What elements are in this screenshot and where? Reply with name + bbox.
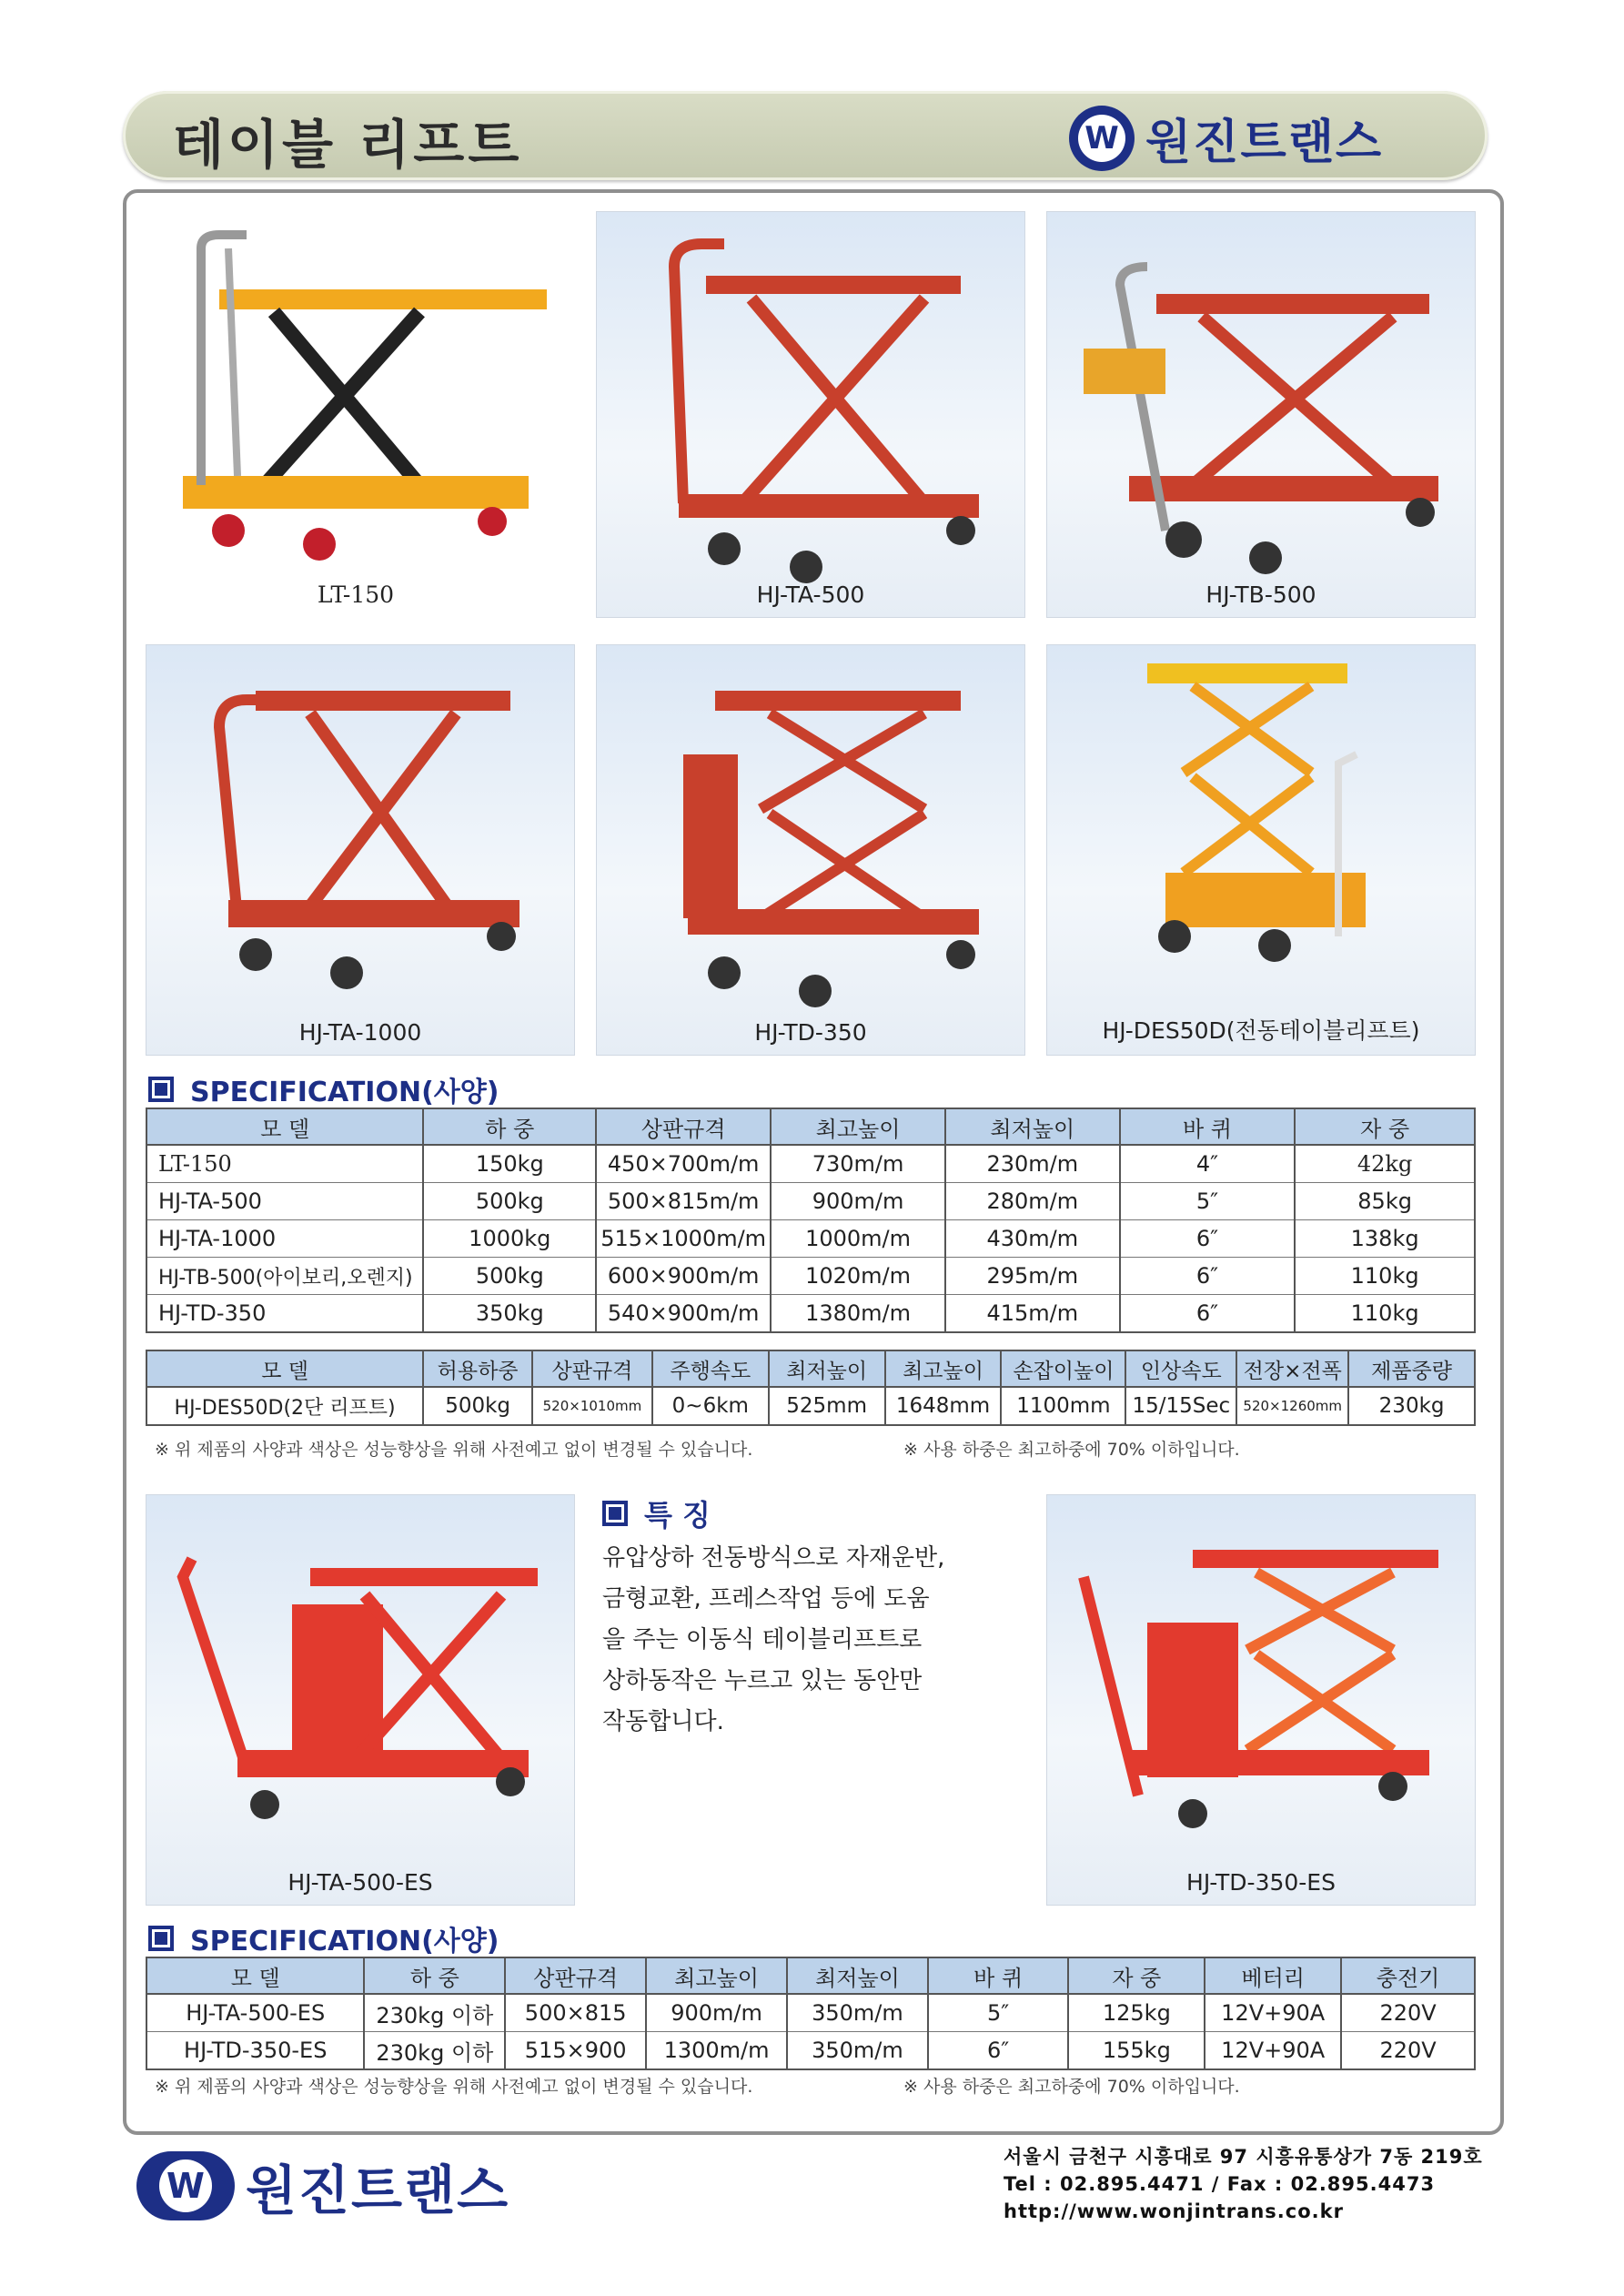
cell: 525mm: [769, 1387, 885, 1425]
features-text: 유압상하 전동방식으로 자재운반, 금형교환, 프레스작업 등에 도움 을 주는 이동식 테이블리프트로 상하동작은 누르고 있는 동안만 작동합니다.: [602, 1544, 945, 1735]
square-bullet-icon: [148, 1926, 174, 1951]
cell: 500×815m/m: [596, 1183, 771, 1220]
column-header: 상판규격: [596, 1108, 771, 1145]
cell: 730m/m: [771, 1145, 945, 1183]
column-header: 상판규격: [532, 1350, 652, 1387]
spec-heading-text: SPECIFICATION(사양): [190, 1077, 499, 1108]
cell: 500kg: [423, 1258, 596, 1295]
column-header: 모 델: [146, 1350, 423, 1387]
cell: 220V: [1341, 1994, 1475, 2032]
column-header: 베터리: [1205, 1957, 1341, 1994]
cell: 350m/m: [787, 1994, 928, 2032]
note-text: ※ 사용 하중은 최고하중에 70% 이하입니다.: [903, 1440, 1240, 1460]
features-heading-text: 특 징: [644, 1498, 711, 1532]
cell: 110kg: [1295, 1258, 1475, 1295]
cell: 900m/m: [646, 1994, 787, 2032]
note-text: ※ 위 제품의 사양과 색상은 성능향상을 위해 사전예고 없이 변경될 수 있습니다.: [155, 1440, 753, 1460]
column-header: 전장×전폭: [1236, 1350, 1348, 1387]
column-header: 바 퀴: [1120, 1108, 1296, 1145]
lift-illustration: [1047, 645, 1475, 1055]
cell: 150kg: [423, 1145, 596, 1183]
column-header: 최고높이: [771, 1108, 945, 1145]
cell: 515×1000m/m: [596, 1220, 771, 1258]
page-title: 테이블 리프트: [173, 114, 523, 176]
footer-brand: [136, 2148, 509, 2224]
address-text: 서울시 금천구 시흥대로 97 시흥유통상가 7동 219호: [1004, 2146, 1483, 2168]
column-header: 최저높이: [945, 1108, 1120, 1145]
lift-illustration: [146, 212, 565, 617]
cell-model: HJ-TA-500: [146, 1183, 423, 1220]
product-photo-hj-td-350: [596, 644, 1025, 1056]
cell: 6″: [1120, 1295, 1296, 1333]
square-bullet-icon: [602, 1501, 628, 1526]
cell: 500kg: [423, 1183, 596, 1220]
brand-logo-letter: W: [1078, 115, 1125, 162]
table-row: [146, 1183, 1475, 1220]
brand-logo-icon: [1069, 106, 1135, 171]
cell: 900m/m: [771, 1183, 945, 1220]
product-caption: HJ-TD-350: [754, 1019, 867, 1046]
features-heading: [602, 1492, 711, 1534]
header-brand: [1069, 104, 1383, 172]
column-header: 제품중량: [1348, 1350, 1475, 1387]
column-header: 최고높이: [646, 1957, 787, 1994]
cell: 415m/m: [945, 1295, 1120, 1333]
cell: 500kg: [423, 1387, 532, 1425]
product-caption: HJ-TA-500-ES: [287, 1869, 433, 1896]
column-header: 손잡이높이: [1001, 1350, 1125, 1387]
cell: 515×900: [505, 2032, 646, 2070]
cell: 1648mm: [885, 1387, 1002, 1425]
product-caption: HJ-TA-500: [756, 582, 865, 608]
cell: 15/15Sec: [1125, 1387, 1236, 1425]
header-bar: [123, 91, 1488, 180]
column-header: 자 중: [1295, 1108, 1475, 1145]
cell-model: LT-150: [146, 1145, 423, 1183]
column-header: 바 퀴: [928, 1957, 1069, 1994]
lift-illustration: [1047, 1495, 1475, 1905]
cell: 4″: [1120, 1145, 1296, 1183]
cell: 280m/m: [945, 1183, 1120, 1220]
cell: 12V+90A: [1205, 1994, 1341, 2032]
brand-name: 원진트랜스: [1145, 116, 1384, 170]
product-caption: HJ-TD-350-ES: [1186, 1869, 1336, 1896]
column-header: 최저높이: [787, 1957, 928, 1994]
cell: 230kg: [1348, 1387, 1475, 1425]
brand-name: 원진트랜스: [246, 2159, 510, 2221]
table-row: [146, 1145, 1475, 1183]
cell-model: HJ-TD-350-ES: [146, 2032, 364, 2070]
lift-illustration: [146, 645, 574, 1055]
spec-table-2: [146, 1350, 1476, 1426]
cell: 500×815: [505, 1994, 646, 2032]
cell: 155kg: [1068, 2032, 1205, 2070]
cell: 520×1010mm: [532, 1387, 652, 1425]
spec-table-3: [146, 1957, 1476, 2070]
cell: 1100mm: [1001, 1387, 1125, 1425]
product-caption: HJ-TA-1000: [298, 1019, 422, 1046]
cell: 600×900m/m: [596, 1258, 771, 1295]
product-photo-hj-des50d: [1046, 644, 1476, 1056]
product-caption: LT-150: [317, 582, 395, 608]
column-header: 하 중: [364, 1957, 505, 1994]
product-caption: HJ-DES50D(전동테이블리프트): [1102, 1017, 1420, 1044]
table-row: [146, 1387, 1475, 1425]
table-row: [146, 1994, 1475, 2032]
cell: 230m/m: [945, 1145, 1120, 1183]
lift-illustration: [597, 645, 1024, 1055]
spec-heading-text: SPECIFICATION(사양): [190, 1926, 499, 1957]
spec-table-1: [146, 1108, 1476, 1333]
column-header: 상판규격: [505, 1957, 646, 1994]
table-row: [146, 1220, 1475, 1258]
cell: 1000kg: [423, 1220, 596, 1258]
brand-logo-letter: W: [159, 2159, 212, 2212]
spec-heading-3: [148, 1918, 499, 1958]
product-photo-hj-ta-1000: [146, 644, 575, 1056]
cell: 1020m/m: [771, 1258, 945, 1295]
column-header: 주행속도: [652, 1350, 769, 1387]
cell: 230kg 이하: [364, 1994, 505, 2032]
column-header: 충전기: [1341, 1957, 1475, 1994]
note-text: ※ 위 제품의 사양과 색상은 성능향상을 위해 사전예고 없이 변경될 수 있습니다.: [155, 2077, 753, 2097]
cell-model: HJ-TA-1000: [146, 1220, 423, 1258]
cell: 6″: [1120, 1258, 1296, 1295]
product-photo-hj-td-350-es: [1046, 1494, 1476, 1906]
product-photo-hj-ta-500: [596, 211, 1025, 618]
cell: 110kg: [1295, 1295, 1475, 1333]
table-row: [146, 1295, 1475, 1333]
lift-illustration: [146, 1495, 574, 1905]
cell: 12V+90A: [1205, 2032, 1341, 2070]
cell-model: HJ-TB-500(아이보리,오렌지): [146, 1258, 423, 1295]
column-header: 자 중: [1068, 1957, 1205, 1994]
cell: 0∼6km: [652, 1387, 769, 1425]
cell: 295m/m: [945, 1258, 1120, 1295]
brand-logo-icon: [136, 2151, 235, 2220]
cell: 1380m/m: [771, 1295, 945, 1333]
cell: 5″: [928, 1994, 1069, 2032]
cell-model: HJ-DES50D(2단 리프트): [146, 1387, 423, 1425]
cell: 230kg 이하: [364, 2032, 505, 2070]
cell: 5″: [1120, 1183, 1296, 1220]
cell: 430m/m: [945, 1220, 1120, 1258]
lift-illustration: [1047, 212, 1475, 617]
column-header: 모 델: [146, 1108, 423, 1145]
website-link[interactable]: http://www.wonjintrans.co.kr: [1004, 2200, 1344, 2222]
spec-heading-1: [148, 1069, 499, 1109]
cell: 138kg: [1295, 1220, 1475, 1258]
cell: 85kg: [1295, 1183, 1475, 1220]
column-header: 허용하중: [423, 1350, 532, 1387]
phone-fax-text: Tel : 02.895.4471 / Fax : 02.895.4473: [1004, 2173, 1436, 2195]
product-photo-hj-tb-500: [1046, 211, 1476, 618]
footer-contact: [1004, 2143, 1483, 2225]
column-header: 하 중: [423, 1108, 596, 1145]
note-text: ※ 사용 하중은 최고하중에 70% 이하입니다.: [903, 2077, 1240, 2097]
cell: 1000m/m: [771, 1220, 945, 1258]
cell: 220V: [1341, 2032, 1475, 2070]
cell: 520×1260mm: [1236, 1387, 1348, 1425]
cell: 125kg: [1068, 1994, 1205, 2032]
cell: 450×700m/m: [596, 1145, 771, 1183]
column-header: 최저높이: [769, 1350, 885, 1387]
square-bullet-icon: [148, 1077, 174, 1102]
column-header: 최고높이: [885, 1350, 1002, 1387]
table-row: [146, 1258, 1475, 1295]
cell-model: HJ-TA-500-ES: [146, 1994, 364, 2032]
product-caption: HJ-TB-500: [1205, 582, 1316, 608]
product-photo-lt150: [146, 211, 566, 618]
cell: 350m/m: [787, 2032, 928, 2070]
column-header: 인상속도: [1125, 1350, 1236, 1387]
cell: 42kg: [1295, 1145, 1475, 1183]
cell: 540×900m/m: [596, 1295, 771, 1333]
cell-model: HJ-TD-350: [146, 1295, 423, 1333]
cell: 6″: [928, 2032, 1069, 2070]
product-photo-hj-ta-500-es: [146, 1494, 575, 1906]
cell: 350kg: [423, 1295, 596, 1333]
column-header: 모 델: [146, 1957, 364, 1994]
lift-illustration: [597, 212, 1024, 617]
cell: 1300m/m: [646, 2032, 787, 2070]
table-row: [146, 2032, 1475, 2070]
cell: 6″: [1120, 1220, 1296, 1258]
